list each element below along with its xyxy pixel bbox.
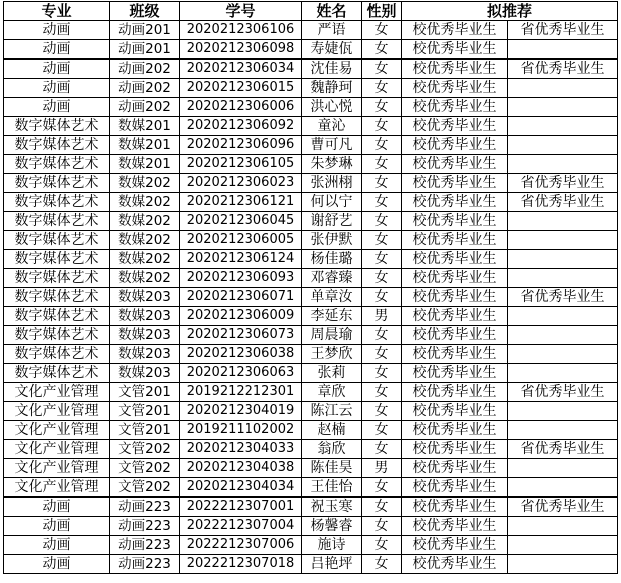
table-row [4, 478, 618, 498]
header-row [4, 2, 618, 21]
cell-name: 寿婕佤 [302, 40, 362, 60]
cell-province-award: 省优秀毕业生 [508, 288, 618, 307]
cell-class: 动画202 [110, 98, 180, 117]
cell-province-award: 省优秀毕业生 [508, 440, 618, 459]
cell-gender: 女 [362, 517, 402, 536]
table-row [4, 459, 618, 478]
cell-school-award: 校优秀毕业生 [402, 117, 508, 136]
cell-student-id: 2020212306009 [180, 307, 302, 326]
cell-major: 数字媒体艺术 [4, 117, 110, 136]
cell-major: 数字媒体艺术 [4, 364, 110, 383]
cell-gender: 女 [362, 117, 402, 136]
cell-school-award: 校优秀毕业生 [402, 231, 508, 250]
cell-student-id: 2022212307001 [180, 497, 302, 517]
cell-name: 吕艳坪 [302, 555, 362, 574]
cell-province-award [508, 459, 618, 478]
cell-major: 动画 [4, 59, 110, 79]
cell-province-award [508, 402, 618, 421]
header-recommendation: 拟推荐 [402, 2, 618, 21]
cell-student-id: 2020212306015 [180, 79, 302, 98]
cell-name: 洪心悦 [302, 98, 362, 117]
cell-gender: 女 [362, 478, 402, 498]
cell-class: 动画201 [110, 21, 180, 40]
cell-student-id: 2020212306105 [180, 155, 302, 174]
cell-school-award: 校优秀毕业生 [402, 364, 508, 383]
cell-school-award: 校优秀毕业生 [402, 136, 508, 155]
cell-major: 数字媒体艺术 [4, 326, 110, 345]
cell-name: 沈佳易 [302, 59, 362, 79]
header-student-id: 学号 [180, 2, 302, 21]
cell-school-award: 校优秀毕业生 [402, 497, 508, 517]
cell-student-id: 2020212306121 [180, 193, 302, 212]
cell-school-award: 校优秀毕业生 [402, 402, 508, 421]
cell-name: 章欣 [302, 383, 362, 402]
cell-student-id: 2022212307006 [180, 536, 302, 555]
cell-school-award: 校优秀毕业生 [402, 517, 508, 536]
cell-class: 数媒202 [110, 174, 180, 193]
cell-student-id: 2020212306073 [180, 326, 302, 345]
cell-student-id: 2020212306038 [180, 345, 302, 364]
cell-school-award: 校优秀毕业生 [402, 536, 508, 555]
table-row [4, 517, 618, 536]
cell-name: 杨佳璐 [302, 250, 362, 269]
cell-gender: 女 [362, 174, 402, 193]
cell-student-id: 2020212306045 [180, 212, 302, 231]
cell-class: 动画223 [110, 555, 180, 574]
cell-name: 施诗 [302, 536, 362, 555]
cell-major: 数字媒体艺术 [4, 345, 110, 364]
cell-student-id: 2019212212301 [180, 383, 302, 402]
cell-province-award [508, 231, 618, 250]
cell-school-award: 校优秀毕业生 [402, 40, 508, 60]
header-name: 姓名 [302, 2, 362, 21]
cell-student-id: 2020212306006 [180, 98, 302, 117]
cell-name: 王梦欣 [302, 345, 362, 364]
table-body [4, 21, 618, 574]
cell-student-id: 2022212307004 [180, 517, 302, 536]
cell-class: 数媒203 [110, 345, 180, 364]
cell-major: 数字媒体艺术 [4, 231, 110, 250]
cell-gender: 女 [362, 555, 402, 574]
cell-class: 数媒201 [110, 136, 180, 155]
cell-major: 数字媒体艺术 [4, 307, 110, 326]
cell-province-award: 省优秀毕业生 [508, 59, 618, 79]
cell-name: 赵楠 [302, 421, 362, 440]
cell-student-id: 2020212306124 [180, 250, 302, 269]
cell-major: 文化产业管理 [4, 478, 110, 498]
cell-province-award [508, 98, 618, 117]
cell-class: 动画202 [110, 79, 180, 98]
header-major: 专业 [4, 2, 110, 21]
cell-school-award: 校优秀毕业生 [402, 98, 508, 117]
cell-name: 严语 [302, 21, 362, 40]
cell-school-award: 校优秀毕业生 [402, 478, 508, 498]
table-row [4, 288, 618, 307]
cell-province-award [508, 79, 618, 98]
table-row [4, 117, 618, 136]
cell-name: 单章汝 [302, 288, 362, 307]
table-row [4, 174, 618, 193]
cell-gender: 女 [362, 212, 402, 231]
cell-province-award: 省优秀毕业生 [508, 497, 618, 517]
table-row [4, 345, 618, 364]
table-row [4, 98, 618, 117]
cell-province-award [508, 421, 618, 440]
cell-major: 数字媒体艺术 [4, 269, 110, 288]
cell-gender: 女 [362, 136, 402, 155]
cell-province-award [508, 269, 618, 288]
table-row [4, 421, 618, 440]
cell-student-id: 2020212306034 [180, 59, 302, 79]
table-row [4, 40, 618, 60]
cell-major: 数字媒体艺术 [4, 250, 110, 269]
cell-province-award [508, 478, 618, 498]
cell-class: 数媒201 [110, 117, 180, 136]
cell-name: 曹可凡 [302, 136, 362, 155]
cell-class: 文管202 [110, 459, 180, 478]
cell-school-award: 校优秀毕业生 [402, 59, 508, 79]
cell-name: 李延东 [302, 307, 362, 326]
cell-major: 文化产业管理 [4, 440, 110, 459]
cell-major: 数字媒体艺术 [4, 212, 110, 231]
table-row [4, 555, 618, 574]
cell-class: 数媒202 [110, 212, 180, 231]
cell-student-id: 2020212304033 [180, 440, 302, 459]
cell-province-award [508, 555, 618, 574]
cell-class: 文管201 [110, 383, 180, 402]
cell-province-award [508, 536, 618, 555]
cell-name: 邓睿臻 [302, 269, 362, 288]
cell-class: 数媒203 [110, 326, 180, 345]
cell-school-award: 校优秀毕业生 [402, 250, 508, 269]
cell-province-award: 省优秀毕业生 [508, 174, 618, 193]
cell-major: 数字媒体艺术 [4, 288, 110, 307]
cell-major: 动画 [4, 517, 110, 536]
cell-student-id: 2020212306093 [180, 269, 302, 288]
cell-name: 陈江云 [302, 402, 362, 421]
cell-school-award: 校优秀毕业生 [402, 193, 508, 212]
cell-student-id: 2020212304034 [180, 478, 302, 498]
cell-gender: 女 [362, 40, 402, 60]
cell-class: 数媒203 [110, 288, 180, 307]
cell-school-award: 校优秀毕业生 [402, 555, 508, 574]
cell-province-award: 省优秀毕业生 [508, 21, 618, 40]
cell-school-award: 校优秀毕业生 [402, 440, 508, 459]
table-row [4, 402, 618, 421]
cell-province-award [508, 117, 618, 136]
cell-class: 数媒202 [110, 250, 180, 269]
recommendation-table [3, 1, 618, 574]
cell-province-award [508, 136, 618, 155]
cell-gender: 女 [362, 155, 402, 174]
table-row [4, 440, 618, 459]
cell-student-id: 2020212306106 [180, 21, 302, 40]
cell-name: 杨馨睿 [302, 517, 362, 536]
cell-gender: 女 [362, 79, 402, 98]
table-row [4, 250, 618, 269]
cell-class: 动画223 [110, 497, 180, 517]
cell-name: 祝玉寒 [302, 497, 362, 517]
cell-name: 魏静珂 [302, 79, 362, 98]
cell-major: 动画 [4, 536, 110, 555]
cell-class: 数媒202 [110, 193, 180, 212]
cell-province-award [508, 40, 618, 60]
cell-major: 数字媒体艺术 [4, 136, 110, 155]
cell-province-award [508, 212, 618, 231]
cell-school-award: 校优秀毕业生 [402, 269, 508, 288]
cell-class: 动画223 [110, 517, 180, 536]
cell-school-award: 校优秀毕业生 [402, 345, 508, 364]
cell-class: 数媒201 [110, 155, 180, 174]
cell-student-id: 2020212306096 [180, 136, 302, 155]
cell-major: 动画 [4, 98, 110, 117]
cell-name: 童沁 [302, 117, 362, 136]
cell-school-award: 校优秀毕业生 [402, 421, 508, 440]
cell-school-award: 校优秀毕业生 [402, 174, 508, 193]
cell-gender: 女 [362, 193, 402, 212]
cell-gender: 女 [362, 326, 402, 345]
cell-province-award: 省优秀毕业生 [508, 383, 618, 402]
cell-gender: 女 [362, 402, 402, 421]
cell-class: 动画201 [110, 40, 180, 60]
table-row [4, 79, 618, 98]
cell-gender: 女 [362, 59, 402, 79]
cell-name: 谢舒艺 [302, 212, 362, 231]
table-row [4, 212, 618, 231]
cell-gender: 男 [362, 307, 402, 326]
table-row [4, 21, 618, 40]
header-class: 班级 [110, 2, 180, 21]
cell-school-award: 校优秀毕业生 [402, 21, 508, 40]
cell-class: 数媒202 [110, 269, 180, 288]
cell-student-id: 2019211102002 [180, 421, 302, 440]
cell-school-award: 校优秀毕业生 [402, 326, 508, 345]
cell-school-award: 校优秀毕业生 [402, 288, 508, 307]
cell-school-award: 校优秀毕业生 [402, 383, 508, 402]
cell-gender: 女 [362, 383, 402, 402]
table-row [4, 269, 618, 288]
cell-class: 数媒203 [110, 364, 180, 383]
table-row [4, 193, 618, 212]
cell-name: 张伊默 [302, 231, 362, 250]
cell-student-id: 2020212304019 [180, 402, 302, 421]
table-row [4, 326, 618, 345]
cell-gender: 女 [362, 231, 402, 250]
cell-major: 动画 [4, 21, 110, 40]
cell-province-award [508, 517, 618, 536]
cell-class: 文管201 [110, 402, 180, 421]
cell-major: 文化产业管理 [4, 402, 110, 421]
cell-student-id: 2020212306005 [180, 231, 302, 250]
cell-class: 文管202 [110, 440, 180, 459]
table-row [4, 59, 618, 79]
cell-gender: 女 [362, 288, 402, 307]
cell-school-award: 校优秀毕业生 [402, 459, 508, 478]
cell-student-id: 2020212306092 [180, 117, 302, 136]
cell-major: 动画 [4, 40, 110, 60]
cell-major: 文化产业管理 [4, 383, 110, 402]
table-row [4, 307, 618, 326]
cell-gender: 女 [362, 345, 402, 364]
cell-gender: 女 [362, 269, 402, 288]
cell-gender: 女 [362, 21, 402, 40]
cell-class: 数媒202 [110, 231, 180, 250]
cell-major: 数字媒体艺术 [4, 155, 110, 174]
cell-province-award [508, 364, 618, 383]
cell-name: 翁欣 [302, 440, 362, 459]
cell-student-id: 2020212304038 [180, 459, 302, 478]
cell-student-id: 2020212306023 [180, 174, 302, 193]
cell-school-award: 校优秀毕业生 [402, 307, 508, 326]
cell-class: 动画223 [110, 536, 180, 555]
cell-province-award: 省优秀毕业生 [508, 193, 618, 212]
cell-province-award [508, 307, 618, 326]
cell-gender: 女 [362, 364, 402, 383]
cell-student-id: 2020212306098 [180, 40, 302, 60]
cell-name: 张洲栩 [302, 174, 362, 193]
table-row [4, 136, 618, 155]
cell-class: 文管201 [110, 421, 180, 440]
cell-gender: 女 [362, 421, 402, 440]
cell-gender: 女 [362, 536, 402, 555]
table-row [4, 155, 618, 174]
cell-name: 王佳怡 [302, 478, 362, 498]
cell-school-award: 校优秀毕业生 [402, 79, 508, 98]
cell-province-award [508, 326, 618, 345]
table-row [4, 383, 618, 402]
cell-name: 周晨瑜 [302, 326, 362, 345]
cell-student-id: 2020212306071 [180, 288, 302, 307]
cell-gender: 女 [362, 497, 402, 517]
table-row [4, 364, 618, 383]
cell-province-award [508, 155, 618, 174]
cell-name: 张莉 [302, 364, 362, 383]
cell-major: 动画 [4, 497, 110, 517]
table-row [4, 536, 618, 555]
cell-major: 文化产业管理 [4, 459, 110, 478]
cell-class: 动画202 [110, 59, 180, 79]
cell-class: 文管202 [110, 478, 180, 498]
cell-province-award [508, 250, 618, 269]
table-row [4, 497, 618, 517]
header-gender: 性别 [362, 2, 402, 21]
cell-major: 动画 [4, 79, 110, 98]
cell-gender: 女 [362, 250, 402, 269]
cell-student-id: 2022212307018 [180, 555, 302, 574]
cell-province-award [508, 345, 618, 364]
table-row [4, 231, 618, 250]
cell-name: 朱梦琳 [302, 155, 362, 174]
cell-major: 文化产业管理 [4, 421, 110, 440]
cell-class: 数媒203 [110, 307, 180, 326]
cell-major: 数字媒体艺术 [4, 174, 110, 193]
cell-gender: 女 [362, 440, 402, 459]
cell-gender: 男 [362, 459, 402, 478]
cell-major: 数字媒体艺术 [4, 193, 110, 212]
cell-student-id: 2020212306063 [180, 364, 302, 383]
cell-school-award: 校优秀毕业生 [402, 155, 508, 174]
cell-gender: 女 [362, 98, 402, 117]
cell-name: 何以宁 [302, 193, 362, 212]
cell-name: 陈佳昊 [302, 459, 362, 478]
cell-school-award: 校优秀毕业生 [402, 212, 508, 231]
cell-major: 动画 [4, 555, 110, 574]
